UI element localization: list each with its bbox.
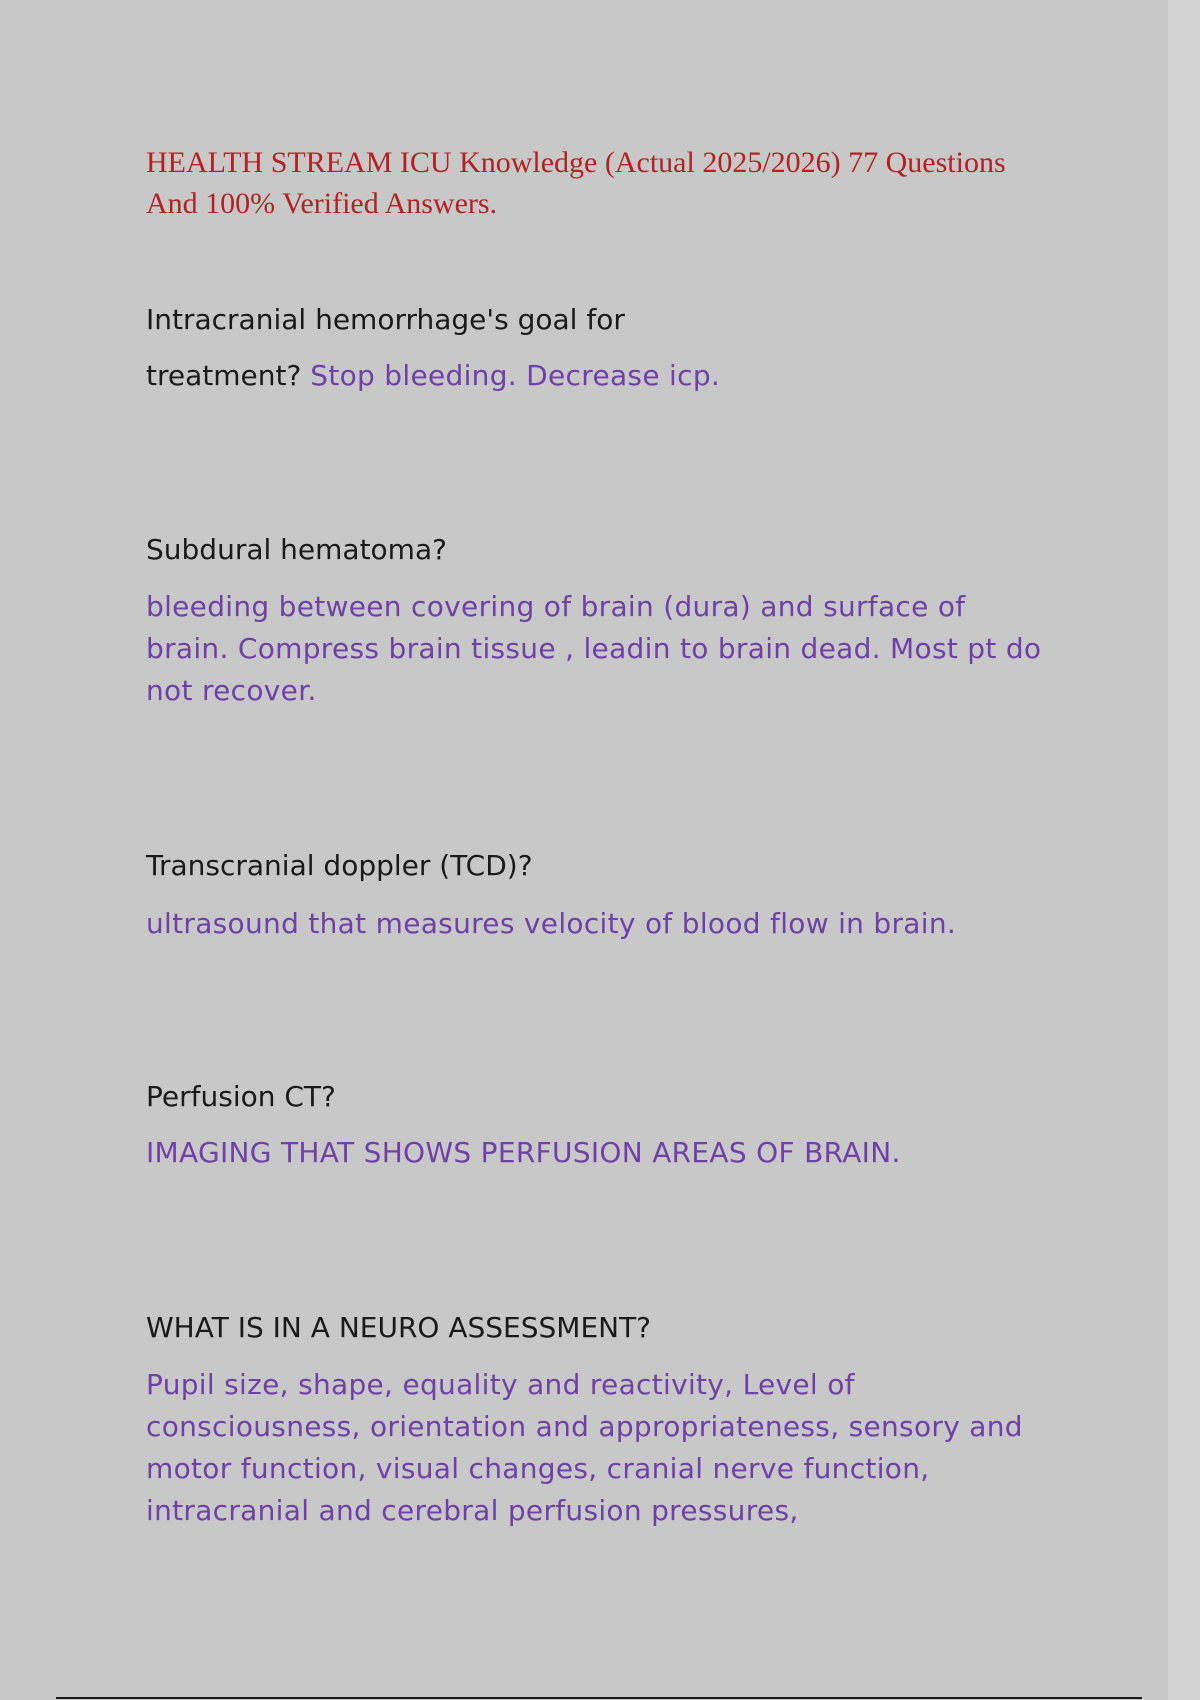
question-text-continued: treatment? [146,359,302,392]
answer-subdural-hematoma: bleeding between covering of brain (dura) and surface of brain. Compress brain tissue , leadin to brain dead. Most pt do not recover. [146,590,1042,707]
question-transcranial-doppler: Transcranial doppler (TCD)? [146,849,533,882]
page-edge [1168,0,1200,1700]
question-perfusion-ct: Perfusion CT? [146,1080,336,1113]
question-text: Intracranial hemorrhage's goal for [146,303,625,336]
answer-perfusion-ct: IMAGING THAT SHOWS PERFUSION AREAS OF BRAIN. [146,1136,901,1169]
answer-intracranial-hemorrhage: Stop bleeding. Decrease icp. [310,359,721,392]
document-title: HEALTH STREAM ICU Knowledge (Actual 2025/2026) 77 Questions And 100% Verified Answers. [146,146,1006,220]
answer-neuro-assessment: Pupil size, shape, equality and reactivity, Level of consciousness, orientation and appropriateness, sensory and motor function, visual changes, cranial nerve function, intracranial and cerebral perfusion pressures, [146,1368,1023,1527]
question-intracranial-hemorrhage [146,292,1046,404]
question-neuro-assessment: WHAT IS IN A NEURO ASSESSMENT? [146,1311,652,1344]
footer-divider [56,1697,1142,1699]
answer-transcranial-doppler: ultrasound that measures velocity of blood flow in brain. [146,907,957,940]
question-subdural-hematoma: Subdural hematoma? [146,533,447,566]
